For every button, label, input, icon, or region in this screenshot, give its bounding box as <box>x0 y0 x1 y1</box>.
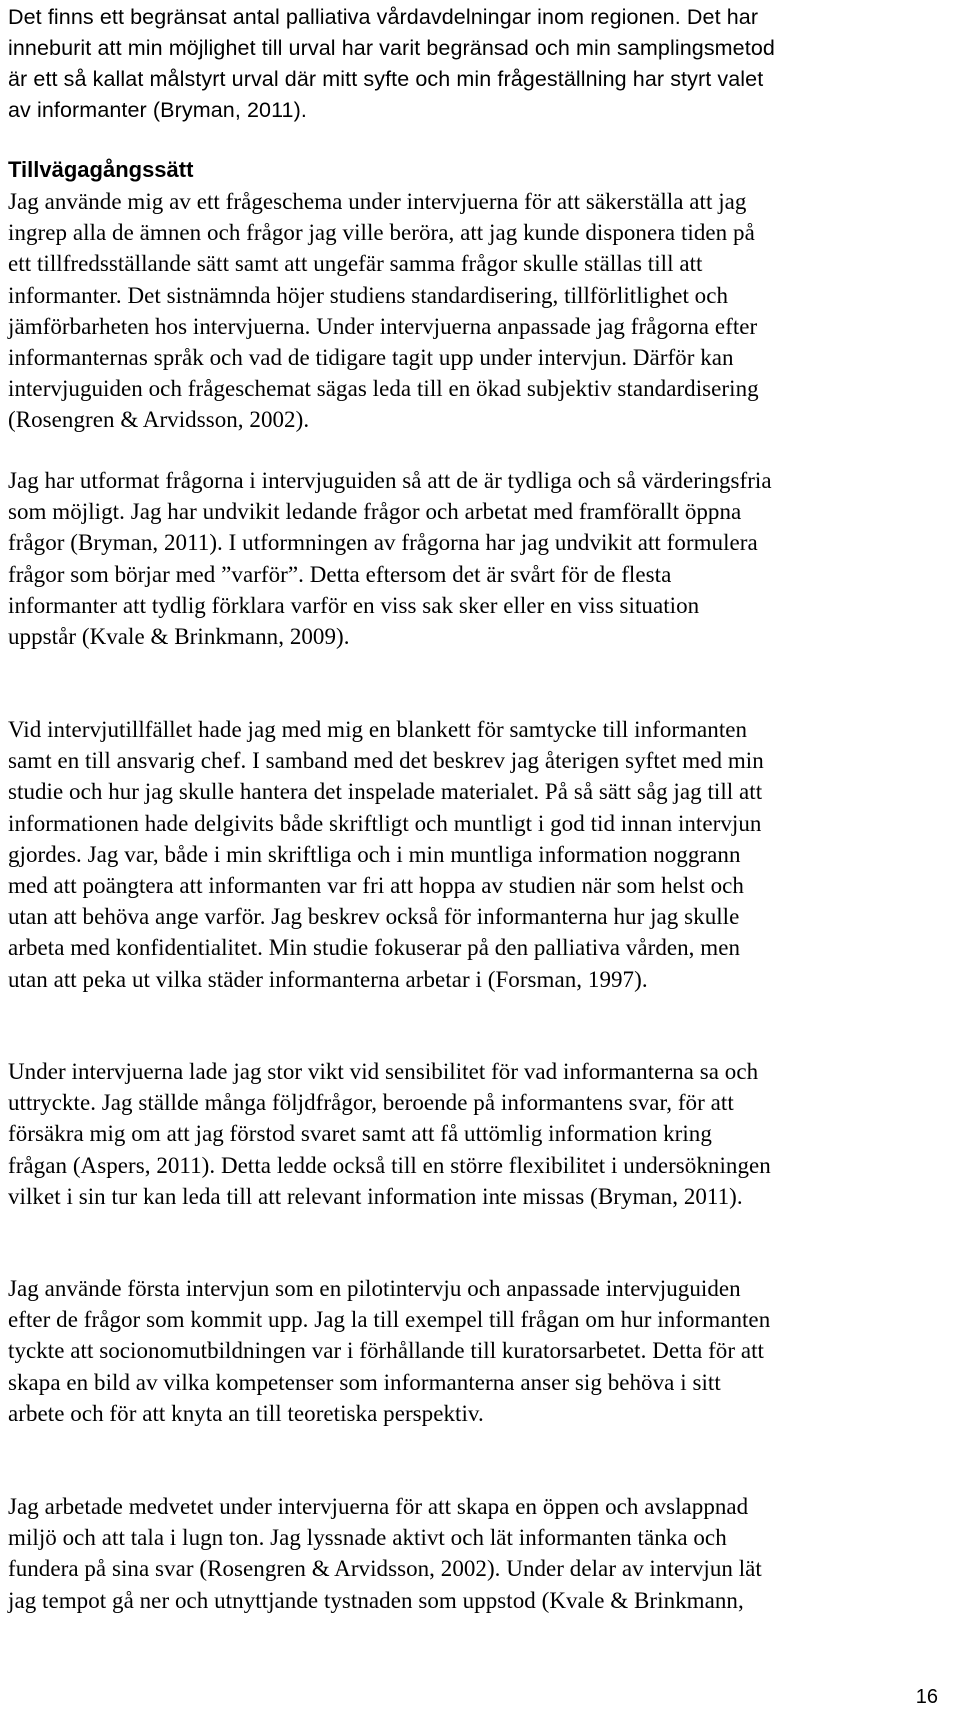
text-line: Under intervjuerna lade jag stor vikt vid sensibilitet för vad informanterna sa och <box>8 1059 759 1084</box>
text-line: Jag arbetade medvetet under intervjuerna för att skapa en öppen och avslappnad <box>8 1494 749 1519</box>
text-line: tyckte att socionomutbildningen var i förhållande till kuratorsarbetet. Detta för att <box>8 1338 764 1364</box>
text-line: jag tempot gå ner och utnyttjande tystnaden som uppstod (Kvale & Brinkmann, <box>8 1587 744 1613</box>
text-line: frågor (Bryman, 2011). I utformningen av frågorna har jag undvikit att formulera <box>8 530 758 556</box>
body-paragraph <box>8 186 956 436</box>
page-number: 16 <box>915 1686 938 1708</box>
text-line: informanter att tydlig förklara varför en viss sak sker eller en viss situation <box>8 592 700 618</box>
text-line: frågan (Aspers, 2011). Detta ledde också till en större flexibilitet i undersökningen <box>8 1152 771 1178</box>
body-paragraph <box>8 1056 956 1212</box>
text-line: Vid intervjutillfället hade jag med mig en blankett för samtycke till informanten <box>8 717 748 742</box>
text-line: miljö och att tala i lugn ton. Jag lyssnade aktivt och lät informanten tänka och <box>8 1525 727 1551</box>
text-line: intervjuguiden och frågeschemat sägas leda till en ökad subjektiv standardisering <box>8 376 759 402</box>
text-line: gjordes. Jag var, både i min skriftliga och i min muntliga information noggrann <box>8 841 741 867</box>
text-line: efter de frågor som kommit upp. Jag la till exempel till frågan om hur informanten <box>8 1307 771 1333</box>
body-paragraph <box>8 714 956 995</box>
text-line: är ett så kallat målstyrt urval där mitt syfte och min frågeställning har styrt valet <box>8 67 764 91</box>
text-line: av informanter (Bryman, 2011). <box>8 98 307 122</box>
text-line: utan att behöva ange varför. Jag beskrev också för informanterna hur jag skulle <box>8 904 740 930</box>
text-line: studie och hur jag skulle hantera det inspelade materialet. På så sätt såg jag till att <box>8 779 763 805</box>
section-heading: Tillvägagångssätt <box>8 157 194 182</box>
body-paragraph <box>8 465 956 652</box>
text-line: Jag har utformat frågorna i intervjuguiden så att de är tydliga och så värderingsfria <box>8 468 772 493</box>
text-line: frågor som börjar med ”varför”. Detta eftersom det är svårt för de flesta <box>8 561 672 587</box>
text-line: med att poängtera att informanten var fri att hoppa av studien när som helst och <box>8 873 744 899</box>
intro-paragraph <box>8 2 956 126</box>
body-paragraph <box>8 1273 956 1429</box>
text-line: informanternas språk och vad de tidigare tagit upp under intervjun. Därför kan <box>8 345 734 371</box>
text-line: vilket i sin tur kan leda till att relevant information inte missas (Bryman, 2011). <box>8 1183 743 1209</box>
text-line: arbete och för att knyta an till teoretiska perspektiv. <box>8 1400 484 1426</box>
text-line: uppstår (Kvale & Brinkmann, 2009). <box>8 624 350 650</box>
text-line: uttryckte. Jag ställde många följdfrågor, beroende på informantens svar, för att <box>8 1090 734 1116</box>
text-line: informationen hade delgivits både skriftligt och muntligt i god tid innan intervjun <box>8 810 762 836</box>
text-line: (Rosengren & Arvidsson, 2002). <box>8 407 310 433</box>
text-line: fundera på sina svar (Rosengren & Arvidsson, 2002). Under delar av intervjun lät <box>8 1556 762 1582</box>
text-line: skapa en bild av vilka kompetenser som informanterna anser sig behöva i sitt <box>8 1369 721 1395</box>
text-line: ingrep alla de ämnen och frågor jag ville beröra, att jag kunde disponera tiden på <box>8 220 755 246</box>
text-line: som möjligt. Jag har undvikit ledande frågor och arbetat med framförallt öppna <box>8 499 742 525</box>
text-line: inneburit att min möjlighet till urval har varit begränsad och min samplingsmetod <box>8 36 775 60</box>
text-line: utan att peka ut vilka städer informanterna arbetar i (Forsman, 1997). <box>8 966 648 992</box>
text-line: Jag använde första intervjun som en pilotintervju och anpassade intervjuguiden <box>8 1276 741 1301</box>
text-line: Jag använde mig av ett frågeschema under intervjuerna för att säkerställa att jag <box>8 189 747 214</box>
text-line: ett tillfredsställande sätt samt att ungefär samma frågor skulle ställas till att <box>8 251 703 277</box>
body-paragraph <box>8 1491 956 1616</box>
text-line: försäkra mig om att jag förstod svaret samt att få uttömlig information kring <box>8 1121 712 1147</box>
text-line: informanter. Det sistnämnda höjer studiens standardisering, tillförlitlighet och <box>8 282 729 308</box>
text-line: samt en till ansvarig chef. I samband med det beskrev jag återigen syftet med min <box>8 748 764 774</box>
text-line: jämförbarheten hos intervjuerna. Under intervjuerna anpassade jag frågorna efter <box>8 313 758 339</box>
text-line: Det finns ett begränsat antal palliativa vårdavdelningar inom regionen. Det har <box>8 5 759 29</box>
text-line: arbeta med konfidentialitet. Min studie fokuserar på den palliativa vården, men <box>8 935 741 961</box>
